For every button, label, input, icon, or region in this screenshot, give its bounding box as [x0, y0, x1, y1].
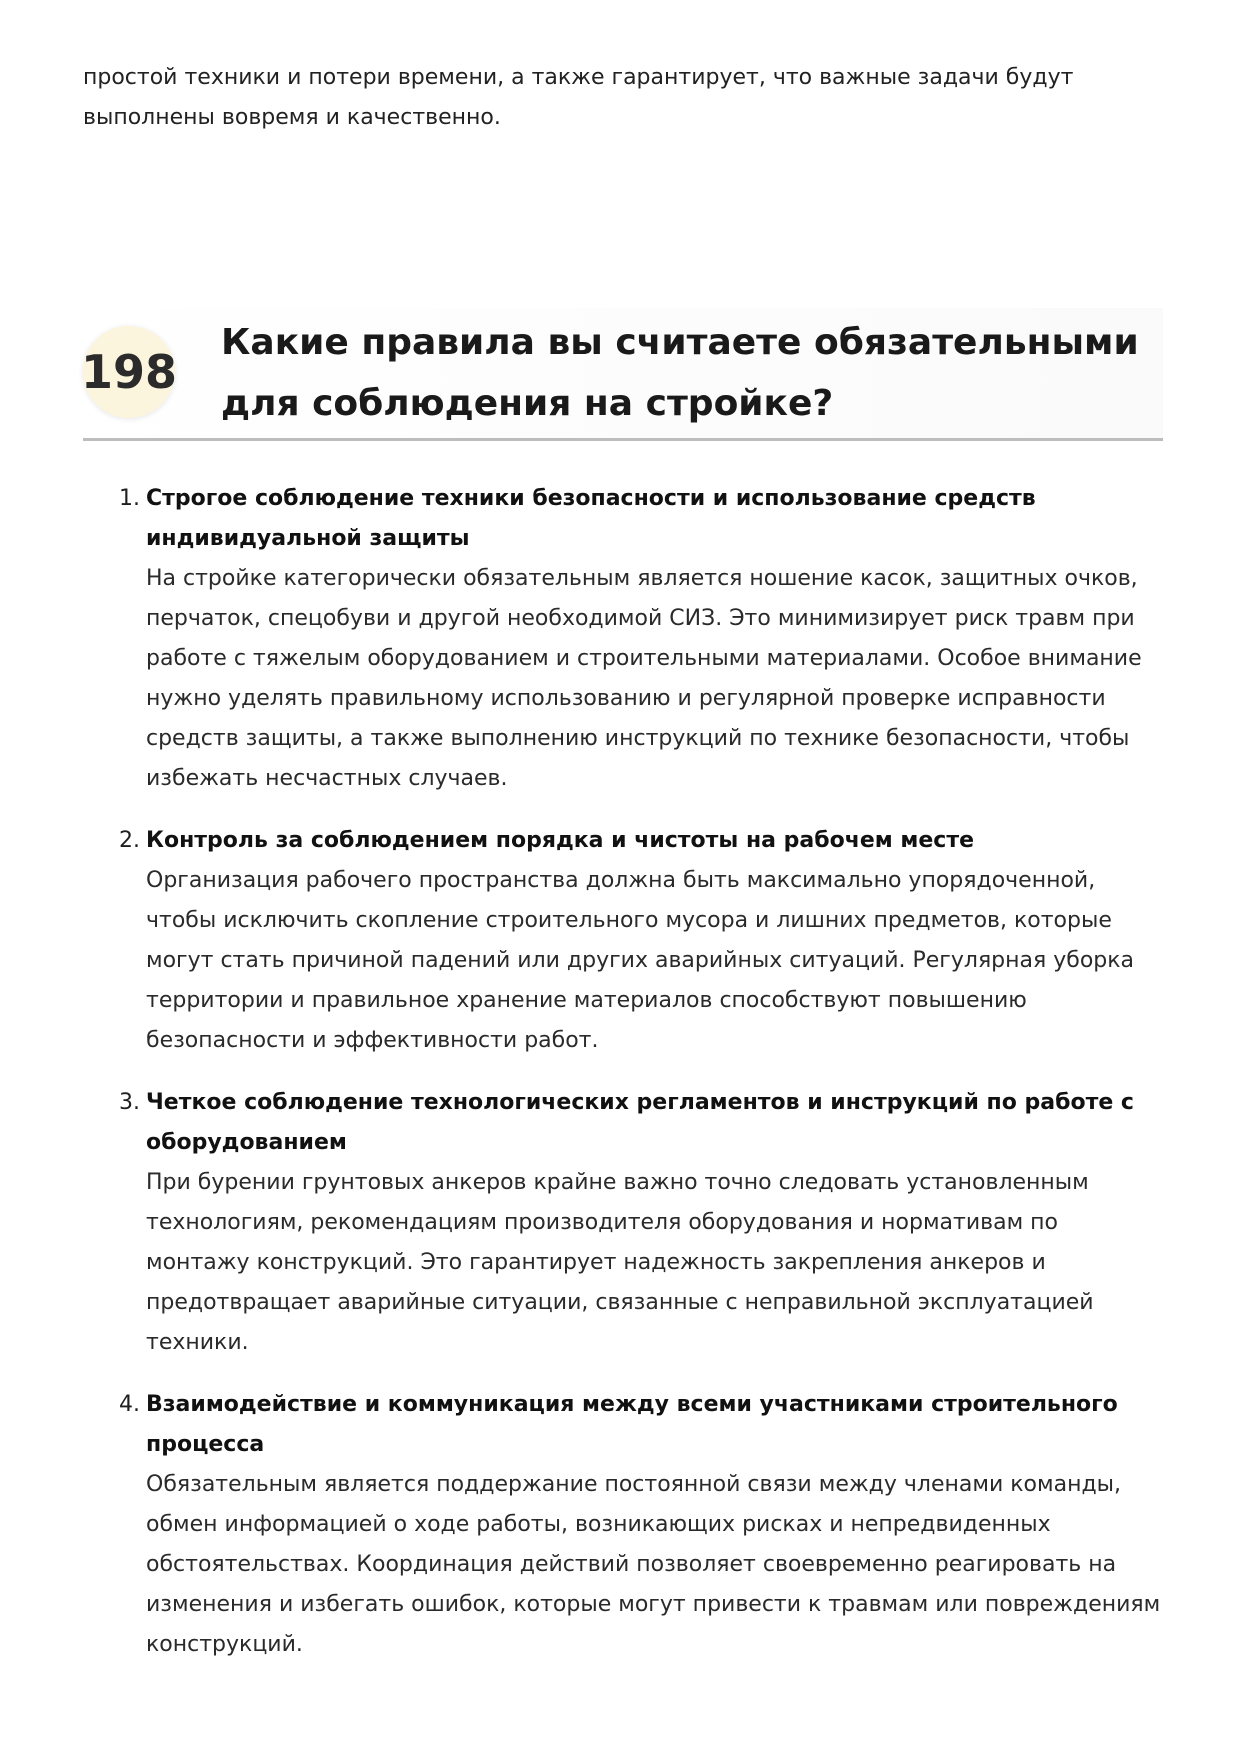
rule-item — [83, 821, 1163, 1061]
rule-number: 2. — [119, 828, 140, 853]
rule-title: Контроль за соблюдением порядка и чистоты на рабочем месте — [146, 828, 975, 853]
rule-number: 4. — [119, 1392, 140, 1417]
question-title: Какие правила вы считаете обязательными для соблюдения на стройке? — [221, 322, 1139, 424]
document-page — [80, 58, 1163, 1687]
rule-text: Обязательным является поддержание постоянной связи между членами команды, обмен информацией о ходе работы, возникающих рисках и непредвиденных обстоятельствах. Координация действий позволяет своевременно реагировать на изменения и избегать ошибок, которые могут привести к травмам или повреждениям конструкций. — [146, 1472, 1161, 1657]
rule-item — [83, 479, 1163, 799]
rule-number: 3. — [119, 1090, 140, 1115]
rule-item — [83, 1083, 1163, 1363]
rule-text: При бурении грунтовых анкеров крайне важно точно следовать установленным технологиям, рекомендациям производителя оборудования и нормативам по монтажу конструкций. Это гарантирует надежность закрепления анкеров и предотвращает аварийные ситуации, связанные с неправильной эксплуатацией техники. — [146, 1170, 1094, 1355]
intro-paragraph: простой техники и потери времени, а также гарантирует, что важные задачи будут выполнены вовремя и качественно. — [83, 65, 1074, 130]
rule-text: Организация рабочего пространства должна быть максимально упорядоченной, чтобы исключить скопление строительного мусора и лишних предметов, которые могут стать причиной падений или других аварийных ситуаций. Регулярная уборка территории и правильное хранение материалов способствуют повышению безопасности и эффективности работ. — [146, 868, 1135, 1053]
question-number-badge: 198 — [83, 326, 175, 418]
rule-text: На стройке категорически обязательным является ношение касок, защитных очков, перчаток, спецобуви и другой необходимой СИЗ. Это минимизирует риск травм при работе с тяжелым оборудованием и строительными материалами. Особое внимание нужно уделять правильному использованию и регулярной проверке исправности средств защиты, а также выполнению инструкций по технике безопасности, чтобы избежать несчастных случаев. — [146, 566, 1142, 791]
question-header — [80, 308, 1163, 441]
rule-item — [83, 1385, 1163, 1665]
rules-list — [83, 479, 1163, 1665]
rule-title: Взаимодействие и коммуникация между всеми участниками строительного процесса — [146, 1392, 1118, 1457]
rule-number: 1. — [119, 486, 140, 511]
rule-title: Строгое соблюдение техники безопасности и использование средств индивидуальной защиты — [146, 486, 1036, 551]
rule-title: Четкое соблюдение технологических регламентов и инструкций по работе с оборудованием — [146, 1090, 1134, 1155]
